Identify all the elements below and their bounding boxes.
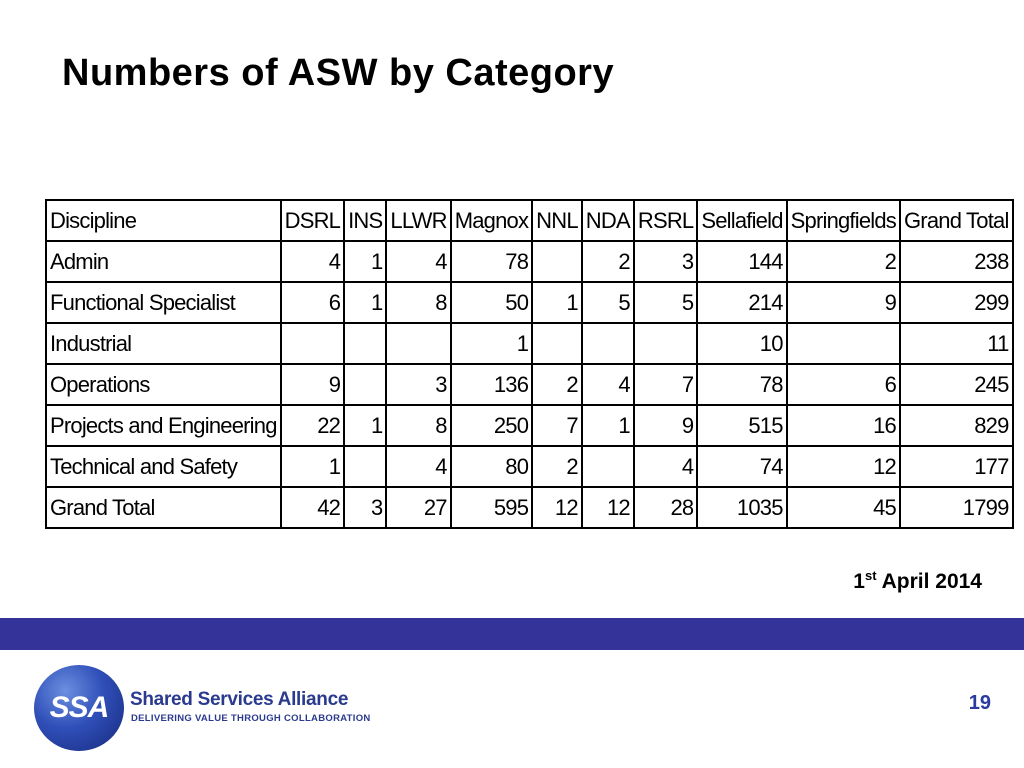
table-cell: 3 — [634, 241, 698, 282]
table-cell: 45 — [787, 487, 900, 528]
col-header-nda: NDA — [582, 200, 634, 241]
footer-band — [0, 618, 1024, 650]
table-cell — [582, 446, 634, 487]
table-cell: 74 — [697, 446, 786, 487]
row-label: Admin — [46, 241, 281, 282]
table-cell: 6 — [281, 282, 345, 323]
date-day: 1 — [853, 570, 865, 593]
col-header-dsrl: DSRL — [281, 200, 345, 241]
ssa-logo-icon — [34, 665, 124, 751]
col-header-nnl: NNL — [532, 200, 582, 241]
row-label: Projects and Engineering — [46, 405, 281, 446]
table-cell: 2 — [787, 241, 900, 282]
logo-text: SSA — [49, 691, 109, 724]
table-cell: 1 — [451, 323, 532, 364]
table-cell: 1 — [281, 446, 345, 487]
table-cell — [386, 323, 450, 364]
table-cell: 515 — [697, 405, 786, 446]
table-cell — [344, 364, 386, 405]
date-rest: April 2014 — [876, 570, 982, 593]
table-cell — [281, 323, 345, 364]
table-cell: 8 — [386, 405, 450, 446]
table-cell — [634, 323, 698, 364]
slide-title: Numbers of ASW by Category — [62, 52, 615, 94]
table-body — [46, 241, 1013, 528]
table-cell: 595 — [451, 487, 532, 528]
table-cell: 11 — [900, 323, 1013, 364]
table-cell: 12 — [582, 487, 634, 528]
asw-table — [45, 199, 1014, 529]
date-suffix: st — [864, 568, 877, 583]
table-cell: 250 — [451, 405, 532, 446]
table-row — [46, 364, 1013, 405]
col-header-llwr: LLWR — [386, 200, 450, 241]
table-cell: 6 — [787, 364, 900, 405]
table-cell: 1799 — [900, 487, 1013, 528]
table-cell: 2 — [532, 446, 582, 487]
table-cell: 214 — [697, 282, 786, 323]
table-cell: 4 — [386, 241, 450, 282]
table-cell: 42 — [281, 487, 345, 528]
table-cell: 78 — [451, 241, 532, 282]
col-header-magnox: Magnox — [451, 200, 532, 241]
org-name: Shared Services Alliance — [130, 689, 349, 710]
col-header-ins: INS — [344, 200, 386, 241]
table-cell: 9 — [787, 282, 900, 323]
table-cell: 2 — [532, 364, 582, 405]
page-number: 19 — [968, 692, 991, 714]
table-row — [46, 282, 1013, 323]
table-cell: 7 — [634, 364, 698, 405]
table-cell: 4 — [634, 446, 698, 487]
table-cell: 50 — [451, 282, 532, 323]
grand-total-row — [46, 487, 1013, 528]
table-cell: 245 — [900, 364, 1013, 405]
table-cell: 12 — [787, 446, 900, 487]
table-cell: 5 — [582, 282, 634, 323]
table-cell — [582, 323, 634, 364]
org-tagline: DELIVERING VALUE THROUGH COLLABORATION — [131, 713, 371, 724]
col-header-discipline: Discipline — [46, 200, 281, 241]
table-row — [46, 446, 1013, 487]
row-label: Operations — [46, 364, 281, 405]
table-cell: 136 — [451, 364, 532, 405]
table-cell: 27 — [386, 487, 450, 528]
table-cell — [344, 446, 386, 487]
table-cell: 1 — [344, 282, 386, 323]
table-cell: 144 — [697, 241, 786, 282]
table-row — [46, 323, 1013, 364]
date-label — [853, 568, 982, 594]
table-cell: 299 — [900, 282, 1013, 323]
table-cell: 28 — [634, 487, 698, 528]
table-header-row — [46, 200, 1013, 241]
col-header-rsrl: RSRL — [634, 200, 698, 241]
table-cell: 4 — [582, 364, 634, 405]
table-cell: 4 — [281, 241, 345, 282]
table-cell: 1 — [582, 405, 634, 446]
table-cell: 1 — [344, 405, 386, 446]
table-cell — [532, 241, 582, 282]
table-cell: 177 — [900, 446, 1013, 487]
table-cell — [344, 323, 386, 364]
col-header-grand-total: Grand Total — [900, 200, 1013, 241]
table-cell: 22 — [281, 405, 345, 446]
table-cell: 1 — [344, 241, 386, 282]
row-label: Grand Total — [46, 487, 281, 528]
col-header-sellafield: Sellafield — [697, 200, 786, 241]
table-cell: 10 — [697, 323, 786, 364]
row-label: Functional Specialist — [46, 282, 281, 323]
table-row — [46, 405, 1013, 446]
table-cell: 7 — [532, 405, 582, 446]
table-cell: 9 — [281, 364, 345, 405]
table-cell: 9 — [634, 405, 698, 446]
table-cell: 3 — [386, 364, 450, 405]
table-cell: 8 — [386, 282, 450, 323]
col-header-springfields: Springfields — [787, 200, 900, 241]
table-cell: 12 — [532, 487, 582, 528]
row-label: Technical and Safety — [46, 446, 281, 487]
table-row — [46, 241, 1013, 282]
table-cell: 2 — [582, 241, 634, 282]
table-cell: 16 — [787, 405, 900, 446]
table-cell — [532, 323, 582, 364]
table-cell: 3 — [344, 487, 386, 528]
table-cell: 238 — [900, 241, 1013, 282]
row-label: Industrial — [46, 323, 281, 364]
table-cell: 80 — [451, 446, 532, 487]
table-cell: 1035 — [697, 487, 786, 528]
table-cell: 1 — [532, 282, 582, 323]
table-cell — [787, 323, 900, 364]
table-cell: 4 — [386, 446, 450, 487]
table-cell: 78 — [697, 364, 786, 405]
table-cell: 5 — [634, 282, 698, 323]
table-cell: 829 — [900, 405, 1013, 446]
